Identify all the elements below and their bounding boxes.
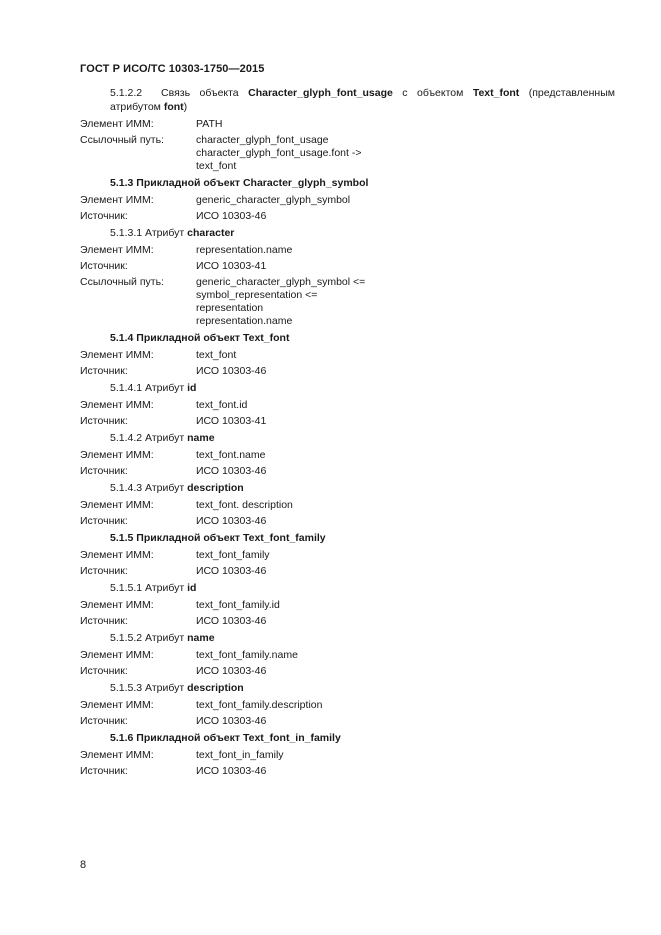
- attribute-label: Атрибут: [145, 482, 185, 494]
- ref-path-label: Ссылочный путь:: [80, 134, 164, 146]
- mapping-element-row: [80, 599, 615, 612]
- mapping-element-row: [80, 118, 615, 131]
- element-value: text_font.id: [196, 399, 248, 411]
- source-label: Источник:: [80, 515, 128, 527]
- mapping-element-row: [80, 699, 615, 712]
- attribute-label: Атрибут: [145, 682, 185, 694]
- reference-path-row: [80, 276, 615, 328]
- attribute-heading: [80, 382, 615, 395]
- section-label: Прикладной объект: [136, 732, 241, 744]
- section-number: 5.1.6: [110, 732, 134, 744]
- source-row: [80, 765, 615, 778]
- attribute-label: Атрибут: [145, 382, 185, 394]
- element-value: representation.name: [196, 244, 293, 256]
- source-label: Источник:: [80, 260, 128, 272]
- attribute-heading: [80, 682, 615, 695]
- source-value: ИСО 10303-46: [196, 665, 267, 677]
- source-label: Источник:: [80, 715, 128, 727]
- section-heading: [80, 177, 615, 190]
- section-entity-name: Text_font_in_family: [242, 732, 341, 744]
- element-label: Элемент ИММ:: [80, 399, 154, 411]
- element-value: generic_character_glyph_symbol: [196, 194, 351, 206]
- ref-path-line: symbol_representation <=: [196, 289, 318, 301]
- source-value: ИСО 10303-46: [196, 765, 267, 777]
- mapping-element-row: [80, 549, 615, 562]
- element-label: Элемент ИММ:: [80, 749, 154, 761]
- element-value: text_font. description: [196, 499, 293, 511]
- source-label: Источник:: [80, 615, 128, 627]
- section-label: Прикладной объект: [136, 332, 241, 344]
- source-value: ИСО 10303-41: [196, 415, 267, 427]
- ref-path-line: text_font: [196, 160, 237, 172]
- source-value: ИСО 10303-46: [196, 715, 267, 727]
- source-row: [80, 665, 615, 678]
- element-label: Элемент ИММ:: [80, 244, 154, 256]
- section-label: Прикладной объект: [136, 177, 241, 189]
- element-label: Элемент ИММ:: [80, 649, 154, 661]
- clause-text: (представленным атрибутом: [110, 87, 615, 113]
- section-entity-name: Text_font_family: [242, 532, 326, 544]
- ref-path-label: Ссылочный путь:: [80, 276, 164, 288]
- ref-path-value: [196, 276, 615, 328]
- attribute-number: 5.1.4.1: [110, 382, 143, 394]
- attribute-heading: [80, 432, 615, 445]
- ref-path-value: [196, 134, 615, 173]
- element-label: Элемент ИММ:: [80, 499, 154, 511]
- target-entity-name: Text_font: [472, 87, 520, 99]
- element-label: Элемент ИММ:: [80, 349, 154, 361]
- source-label: Источник:: [80, 665, 128, 677]
- element-value: text_font_family.description: [196, 699, 323, 711]
- mapping-element-row: [80, 649, 615, 662]
- source-label: Источник:: [80, 210, 128, 222]
- source-row: [80, 415, 615, 428]
- attribute-heading: [80, 632, 615, 645]
- source-value: ИСО 10303-46: [196, 615, 267, 627]
- element-label: Элемент ИММ:: [80, 699, 154, 711]
- source-value: ИСО 10303-41: [196, 260, 267, 272]
- element-value: text_font_in_family: [196, 749, 284, 761]
- source-value: ИСО 10303-46: [196, 515, 267, 527]
- attribute-name: character: [187, 227, 235, 239]
- source-row: [80, 365, 615, 378]
- attribute-number: 5.1.5.3: [110, 682, 143, 694]
- source-label: Источник:: [80, 415, 128, 427]
- clause-text: ): [183, 100, 188, 113]
- ref-path-line: character_glyph_font_usage.font ->: [196, 147, 362, 159]
- section-label: Прикладной объект: [136, 532, 241, 544]
- source-value: ИСО 10303-46: [196, 465, 267, 477]
- attribute-label: Атрибут: [145, 432, 185, 444]
- mapping-element-row: [80, 749, 615, 762]
- attribute-name: id: [187, 382, 197, 394]
- section-entity-name: Text_font: [242, 332, 290, 344]
- attribute-name: font: [163, 100, 184, 113]
- ref-path-line: character_glyph_font_usage: [196, 134, 329, 146]
- source-row: [80, 715, 615, 728]
- source-row: [80, 465, 615, 478]
- attribute-heading: [80, 482, 615, 495]
- source-value: ИСО 10303-46: [196, 565, 267, 577]
- source-row: [80, 565, 615, 578]
- clause-text: с объектом: [402, 87, 464, 99]
- element-label: Элемент ИММ:: [80, 549, 154, 561]
- ref-path-line: representation: [196, 302, 264, 314]
- attribute-label: Атрибут: [145, 227, 185, 239]
- mapping-element-row: [80, 399, 615, 412]
- element-label: Элемент ИММ:: [80, 118, 154, 130]
- section-heading: [80, 732, 615, 745]
- element-value: text_font: [196, 349, 237, 361]
- attribute-name: description: [187, 682, 244, 694]
- ref-path-line: generic_character_glyph_symbol <=: [196, 276, 366, 288]
- attribute-number: 5.1.4.2: [110, 432, 143, 444]
- source-value: ИСО 10303-46: [196, 365, 267, 377]
- section-entity-name: Character_glyph_symbol: [242, 177, 369, 189]
- attribute-heading: [80, 227, 615, 240]
- clause-number: 5.1.2.2: [110, 87, 143, 99]
- mapping-element-row: [80, 194, 615, 207]
- page-header: ГОСТ Р ИСО/ТС 10303-1750—2015: [80, 63, 265, 75]
- source-label: Источник:: [80, 465, 128, 477]
- element-value: text_font_family: [196, 549, 270, 561]
- clause-5-1-2-2: [80, 87, 615, 114]
- attribute-label: Атрибут: [145, 632, 185, 644]
- document-body: [80, 87, 615, 781]
- source-row: [80, 615, 615, 628]
- section-number: 5.1.4: [110, 332, 134, 344]
- attribute-name: name: [187, 632, 215, 644]
- attribute-name: name: [187, 432, 215, 444]
- section-heading: [80, 332, 615, 345]
- element-value: text_font_family.id: [196, 599, 280, 611]
- source-label: Источник:: [80, 565, 128, 577]
- element-label: Элемент ИММ:: [80, 449, 154, 461]
- attribute-label: Атрибут: [145, 582, 185, 594]
- reference-path-row: [80, 134, 615, 173]
- source-label: Источник:: [80, 365, 128, 377]
- section-heading: [80, 532, 615, 545]
- source-label: Источник:: [80, 765, 128, 777]
- source-row: [80, 515, 615, 528]
- section-number: 5.1.3: [110, 177, 134, 189]
- attribute-heading: [80, 582, 615, 595]
- attribute-number: 5.1.5.2: [110, 632, 143, 644]
- attribute-name: id: [187, 582, 197, 594]
- element-value: PATH: [196, 118, 223, 130]
- mapping-element-row: [80, 349, 615, 362]
- attribute-name: description: [187, 482, 244, 494]
- attribute-number: 5.1.4.3: [110, 482, 143, 494]
- mapping-element-row: [80, 449, 615, 462]
- clause-text: Связь объекта: [161, 87, 239, 99]
- mapping-element-row: [80, 244, 615, 257]
- page-number: 8: [80, 859, 87, 871]
- element-label: Элемент ИММ:: [80, 194, 154, 206]
- source-value: ИСО 10303-46: [196, 210, 267, 222]
- source-row: [80, 260, 615, 273]
- ref-path-line: representation.name: [196, 315, 293, 327]
- element-value: text_font_family.name: [196, 649, 298, 661]
- mapping-element-row: [80, 499, 615, 512]
- section-number: 5.1.5: [110, 532, 134, 544]
- element-label: Элемент ИММ:: [80, 599, 154, 611]
- entity-name: Character_glyph_font_usage: [248, 87, 393, 99]
- attribute-number: 5.1.5.1: [110, 582, 143, 594]
- source-row: [80, 210, 615, 223]
- attribute-number: 5.1.3.1: [110, 227, 143, 239]
- element-value: text_font.name: [196, 449, 266, 461]
